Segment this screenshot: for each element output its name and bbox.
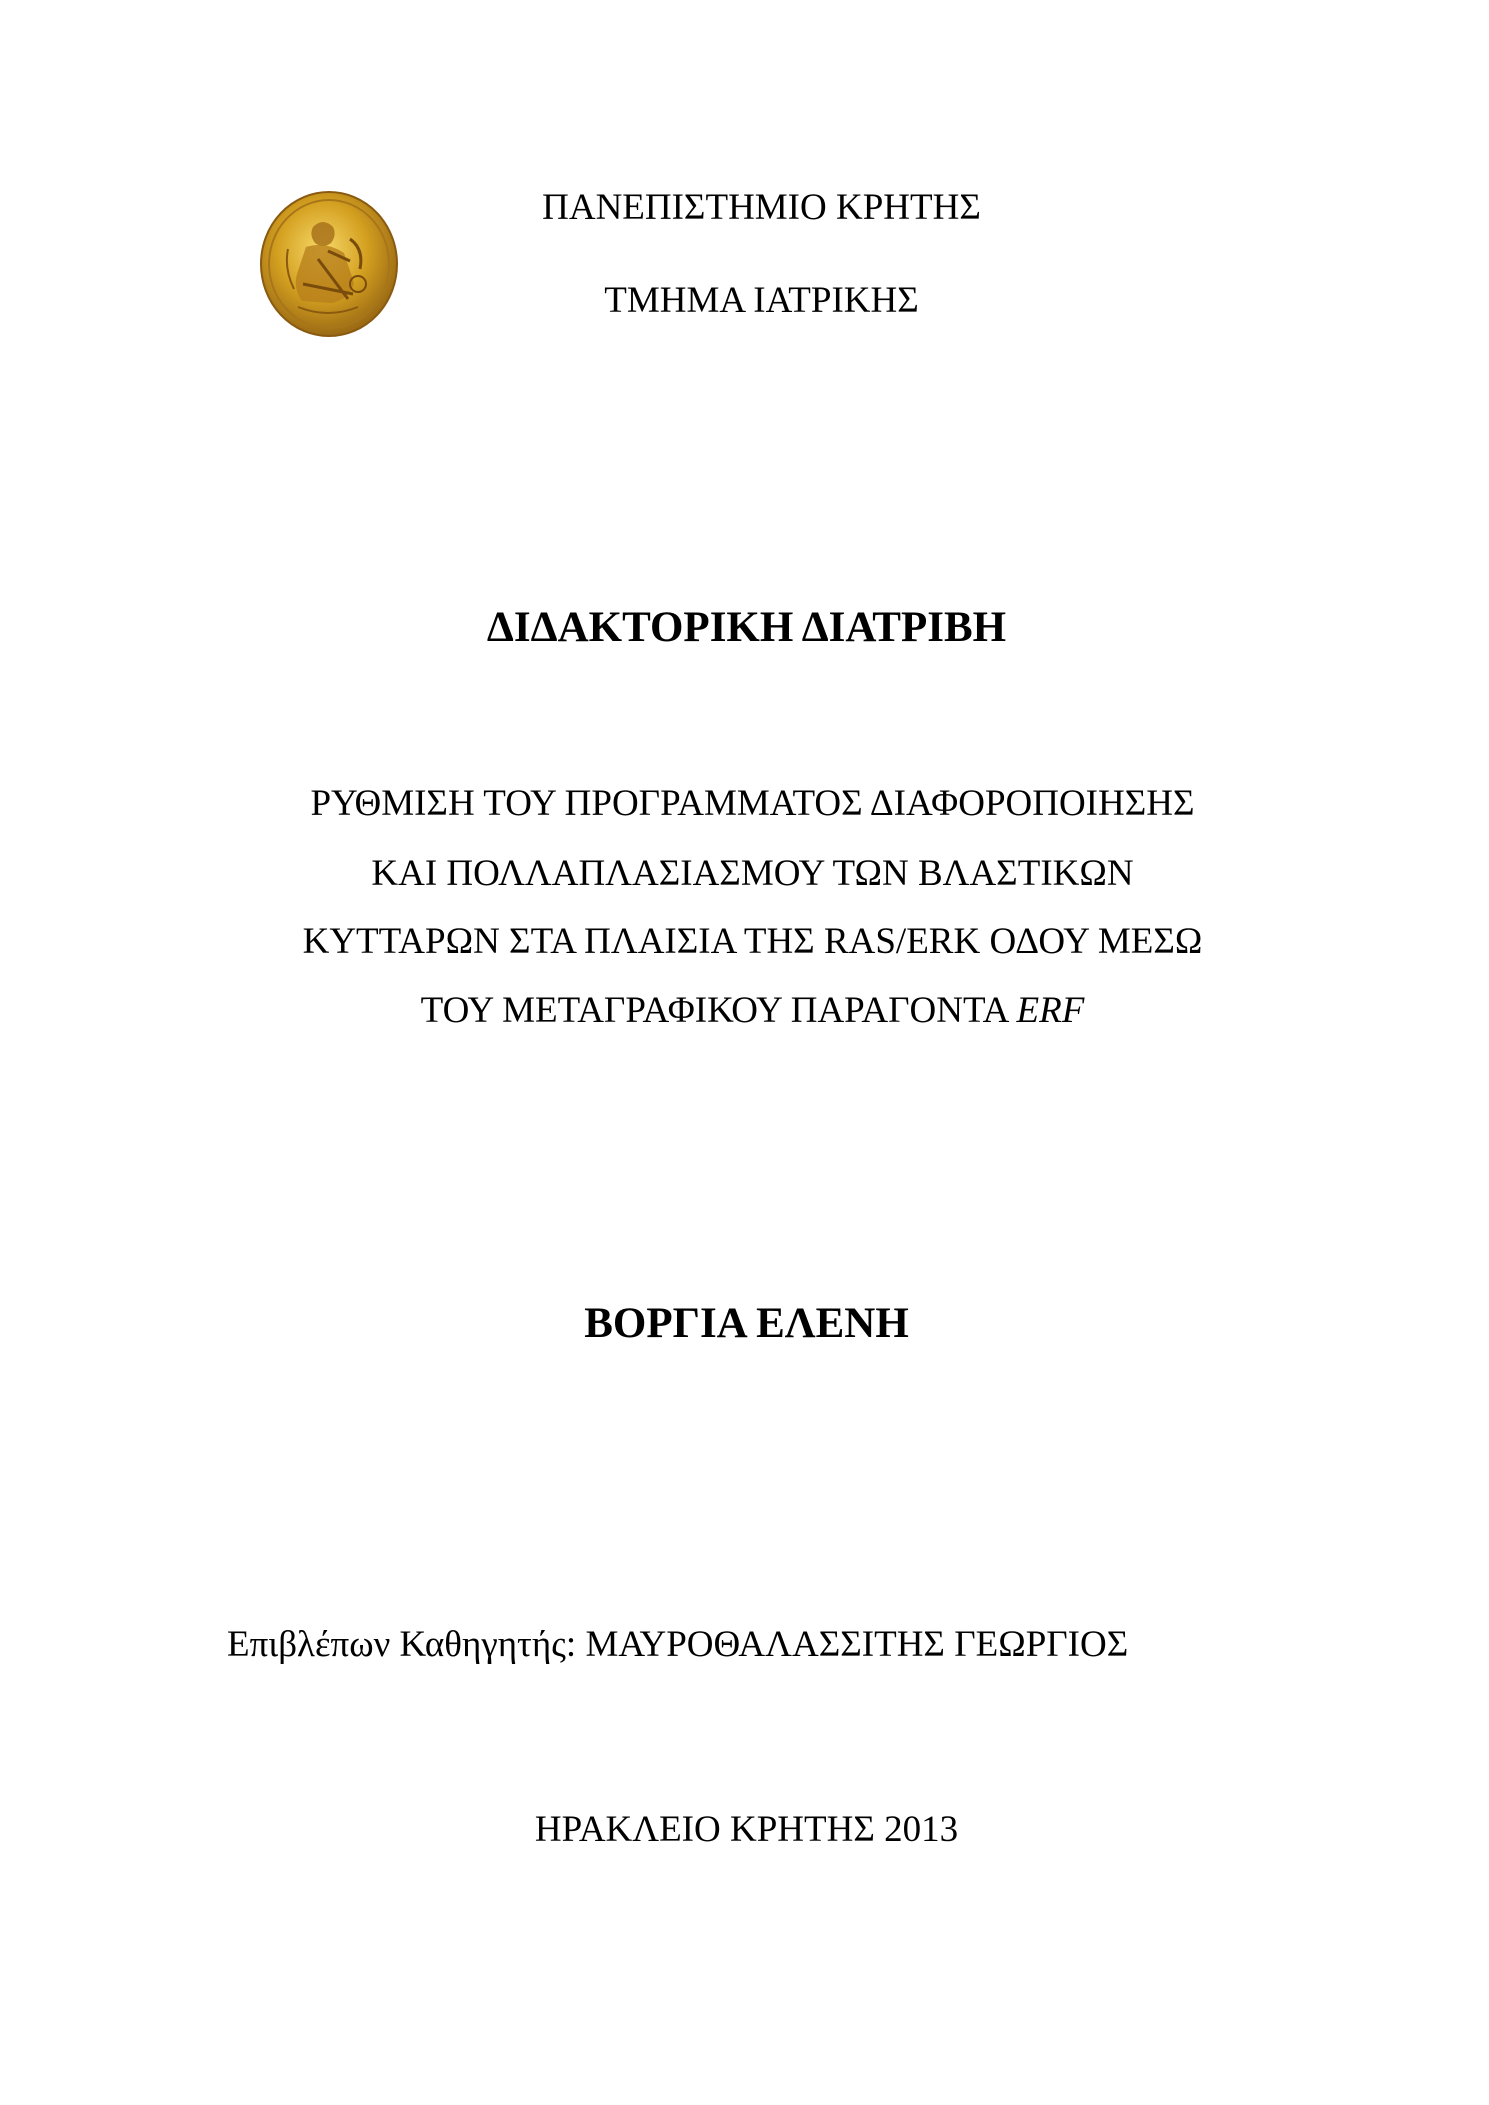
thesis-title-line-4-text: ΤΟΥ ΜΕΤΑΓΡΑΦΙΚΟΥ ΠΑΡΑΓΟΝΤΑ bbox=[420, 990, 1017, 1031]
university-name: ΠΑΝΕΠΙΣΤΗΜΙΟ ΚΡΗΤΗΣ bbox=[542, 187, 981, 228]
thesis-title-line-3: ΚΥΤΤΑΡΩΝ ΣΤΑ ΠΛΑΙΣΙΑ ΤΗΣ RAS/ERK ΟΔΟΥ ΜΕΣΩ bbox=[302, 921, 1203, 962]
thesis-title-line-1: ΡΥΘΜΙΣΗ ΤΟΥ ΠΡΟΓΡΑΜΜΑΤΟΣ ΔΙΑΦΟΡΟΠΟΙΗΣΗΣ bbox=[310, 783, 1195, 824]
supervisor-line bbox=[227, 1623, 1128, 1667]
thesis-title-line-2: ΚΑΙ ΠΟΛΛΑΠΛΑΣΙΑΣΜΟΥ ΤΩΝ ΒΛΑΣΤΙΚΩΝ bbox=[371, 853, 1134, 894]
thesis-title-gene-name: ERF bbox=[1016, 990, 1085, 1031]
author-name: ΒΟΡΓΙΑ ΕΛΕΝΗ bbox=[584, 1300, 909, 1347]
supervisor-name: ΜΑΥΡΟΘΑΛΑΣΣΙΤΗΣ ΓΕΩΡΓΙΟΣ bbox=[585, 1624, 1129, 1665]
thesis-title-line-4 bbox=[8, 989, 1489, 1033]
thesis-type-heading: ΔΙΔΑΚΤΟΡΙΚΗ ΔΙΑΤΡΙΒΗ bbox=[486, 604, 1007, 651]
department-name: ΤΜΗΜΑ ΙΑΤΡΙΚΗΣ bbox=[604, 280, 919, 321]
supervisor-label: Επιβλέπων Καθηγητής: bbox=[227, 1624, 577, 1665]
place-year: ΗΡΑΚΛΕΙΟ ΚΡΗΤΗΣ 2013 bbox=[534, 1809, 959, 1850]
